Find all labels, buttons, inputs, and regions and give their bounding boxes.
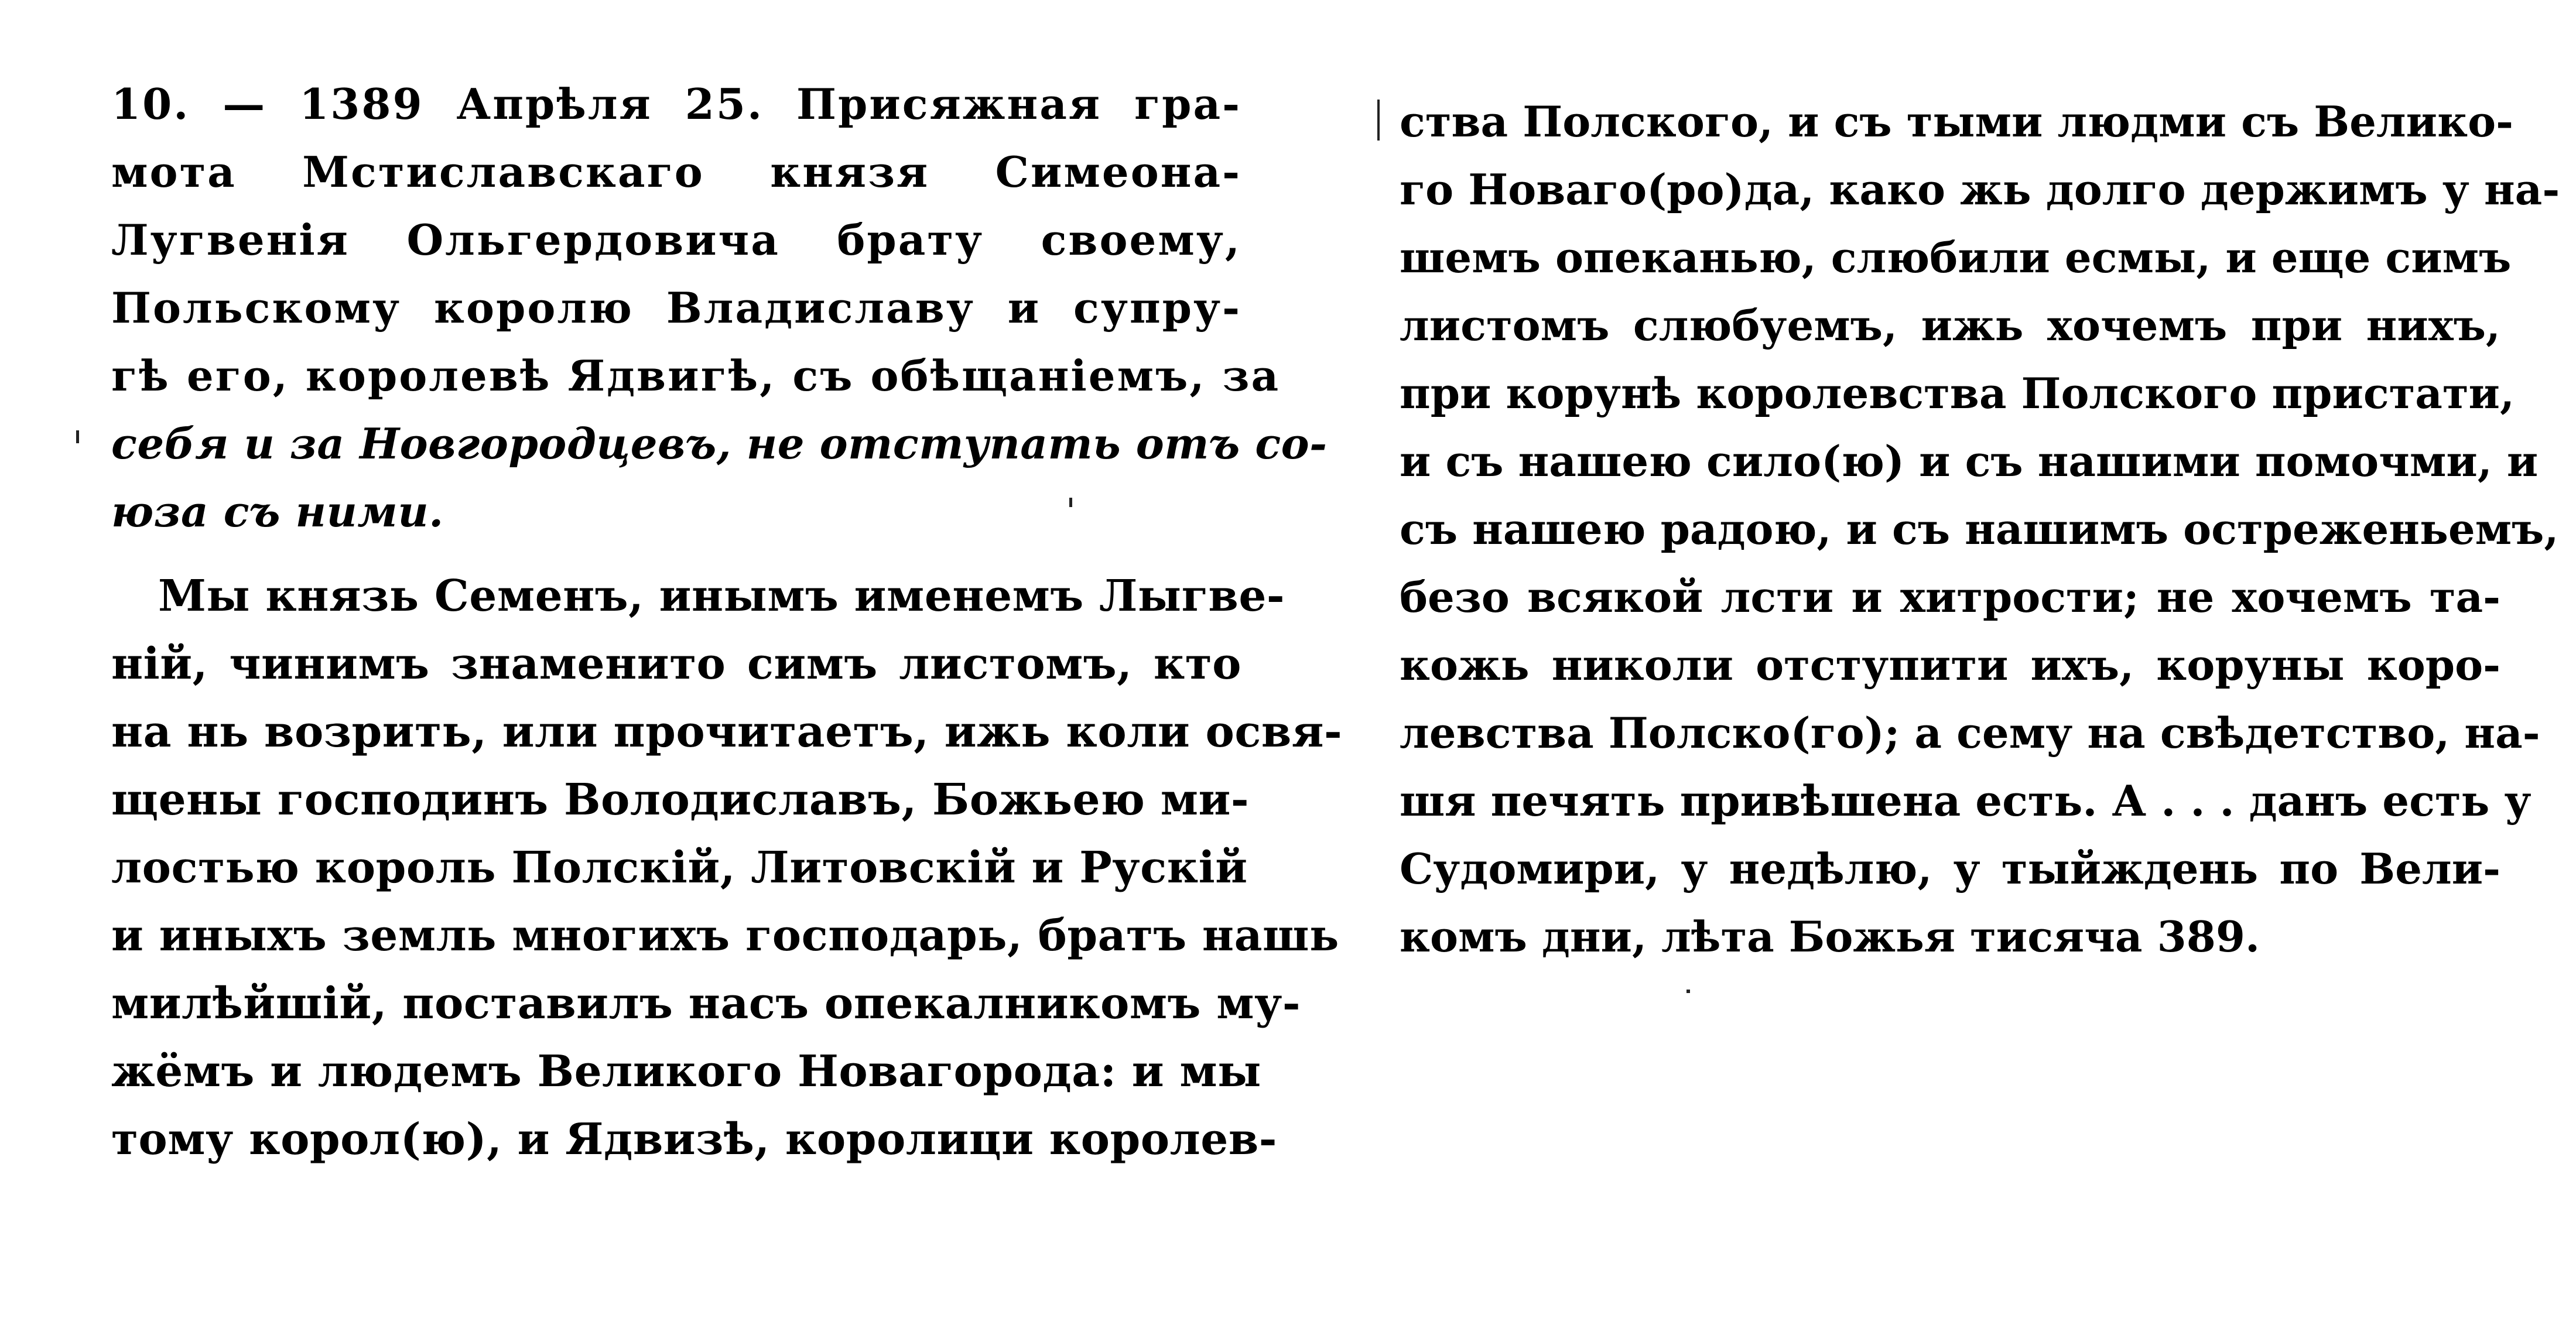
heading-line: Лугвенія Ольгердовича брату своему, xyxy=(111,215,1241,265)
body-line: лостью король Полскій, Литовскій и Рускій xyxy=(111,843,1248,893)
body-line: шя печять привѣшена есть. А . . . данъ есть у xyxy=(1400,776,2531,826)
scan-mark xyxy=(1377,100,1380,141)
body-line: шемъ опеканью, слюбили есмы, и еще симъ xyxy=(1400,232,2512,282)
body-line: левства Полско(го); а сему на свѣдетство, на- xyxy=(1400,708,2540,758)
body-line: жёмъ и людемъ Великого Новагорода: и мы xyxy=(111,1046,1261,1097)
body-line: щены господинъ Володиславъ, Божьею ми- xyxy=(111,775,1250,825)
body-line: листомъ слюбуемъ, ижь хочемъ при нихъ, xyxy=(1400,300,2500,350)
heading-line: Польскому королю Владиславу и супру- xyxy=(111,283,1241,333)
heading-italic-line: себя и за Новгородцевъ, не отступать отъ со- xyxy=(111,419,1328,468)
body-line: комъ дни, лѣта Божья тисяча 389. xyxy=(1400,912,2260,961)
heading-italic-line: юза съ ними. xyxy=(111,487,444,536)
body-line: кожь николи отступити ихъ, коруны коро- xyxy=(1400,640,2500,690)
scan-mark xyxy=(1069,498,1072,507)
heading-line: гѣ его, королевѣ Ядвигѣ, съ обѣщаніемъ, за xyxy=(111,351,1281,400)
body-line: ства Полского, и съ тыми людми съ Велико- xyxy=(1400,97,2513,146)
body-line: Судомири, у недѣлю, у тыйждень по Вели- xyxy=(1400,844,2500,894)
heading-line: мота Мстиславскаго князя Симеона- xyxy=(111,147,1241,197)
body-line: Мы князь Семенъ, инымъ именемъ Лыгве- xyxy=(158,571,1285,621)
scan-mark xyxy=(76,430,79,443)
body-line: милѣйшій, поставилъ насъ опекалникомъ му- xyxy=(111,978,1301,1029)
body-line: при корунѣ королевства Полского пристати, xyxy=(1400,368,2515,418)
scan-mark xyxy=(1686,990,1690,993)
body-line: и съ нашею сило(ю) и съ нашими помочми, и xyxy=(1400,436,2539,486)
body-line: и иныхъ земль многихъ господарь, братъ нашь xyxy=(111,910,1339,961)
body-line: на нь возрить, или прочитаетъ, ижь коли освя- xyxy=(111,707,1343,757)
body-line: ній, чинимъ знаменито симъ листомъ, кто xyxy=(111,639,1241,689)
body-line: го Новаго(ро)да, како жь долго держимъ у на- xyxy=(1400,165,2560,214)
body-line: съ нашею радою, и съ нашимъ остреженьемъ, xyxy=(1400,504,2559,554)
body-line: тому корол(ю), и Ядвизѣ, королици королев- xyxy=(111,1114,1277,1165)
heading-line: 10. — 1389 Апрѣля 25. Присяжная гра- xyxy=(111,79,1241,129)
body-line: безо всякой лсти и хитрости; не хочемъ та- xyxy=(1400,572,2500,622)
